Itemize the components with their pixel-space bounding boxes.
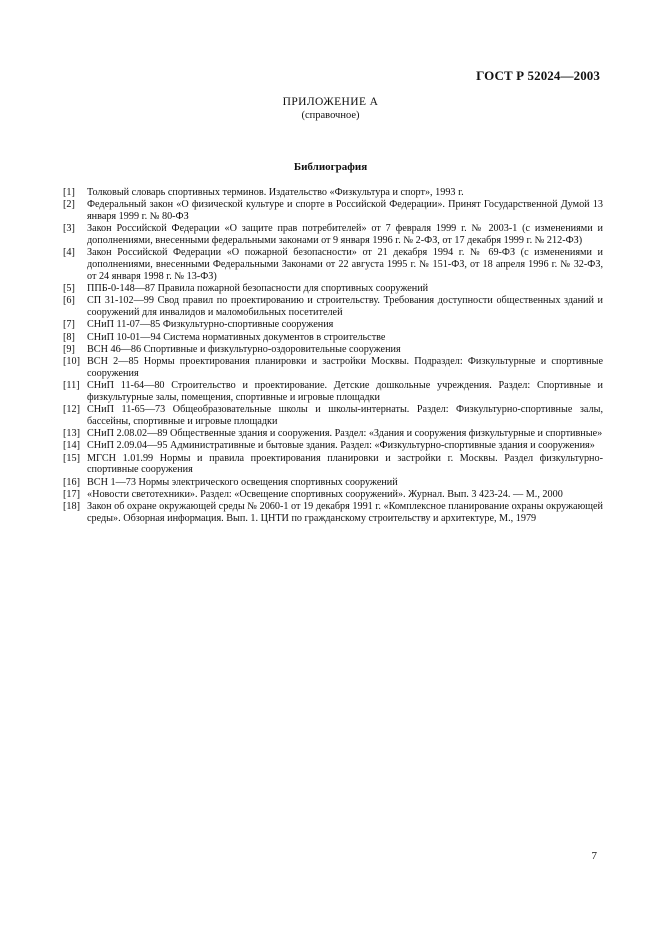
appendix-title: ПРИЛОЖЕНИЕ А — [282, 96, 379, 108]
bibliography-entry-number: [13] — [63, 428, 80, 440]
bibliography-entry — [63, 380, 603, 403]
bibliography-entry-number: [6] — [63, 295, 75, 307]
bibliography-entry-text: СНиП 11-65—73 Общеобразовательные школы и школы-интернаты. Раздел: Физкультурно-спортивные залы, бассейны, спортивные и игровые площадки — [87, 404, 603, 427]
bibliography-entry-text: СП 31-102—99 Свод правил по проектированию и строительству. Требования доступности общественных зданий и сооружений для инвалидов и маломобильных посетителей — [87, 295, 603, 318]
bibliography-entry-text: СНиП 2.08.02—89 Общественные здания и сооружения. Раздел: «Здания и сооружения физкультурные и спортивные» — [87, 428, 603, 440]
bibliography-entry-text: Федеральный закон «О физической культуре и спорте в Российской Федерации». Принят Государственной Думой 13 января 1999 г. № 80-ФЗ — [87, 199, 603, 222]
bibliography-entry — [63, 477, 603, 489]
bibliography-entry-text: МГСН 1.01.99 Нормы и правила проектирования планировки и застройки г. Москвы. Раздел физкультурно-спортивные сооружения — [87, 452, 603, 476]
standard-number: ГОСТ Р 52024—2003 — [476, 68, 600, 83]
appendix-subtitle: (справочное) — [301, 110, 360, 121]
bibliography-entry-text: ВСН 1—73 Нормы электрического освещения спортивных сооружений — [87, 476, 398, 488]
bibliography-heading: Библиография — [293, 161, 368, 173]
page-number: 7 — [591, 850, 597, 862]
bibliography-entry-number: [11] — [63, 380, 80, 392]
bibliography-entry-number: [16] — [63, 476, 80, 488]
bibliography-entry-number: [15] — [63, 452, 80, 464]
bibliography-entry-number: [18] — [63, 501, 80, 513]
bibliography-entry — [63, 295, 603, 318]
bibliography-entry — [63, 501, 603, 524]
bibliography-entry-number: [10] — [63, 356, 80, 368]
bibliography-entry — [63, 453, 603, 476]
bibliography-entry — [63, 332, 603, 344]
bibliography-entry-text: Закон Российской Федерации «О пожарной безопасности» от 21 декабря 1994 г. № 69-ФЗ (с изменениями и дополнениями, внесенными Федеральными Законами от 22 августа 1995 г. № 151-ФЗ, от 18 апреля 1996 г. № 32-ФЗ, от 24 января 1998 г. № 13-ФЗ) — [87, 247, 603, 282]
bibliography-entry-number: [8] — [63, 331, 75, 343]
bibliography-entry — [63, 187, 603, 199]
bibliography-entry — [63, 404, 603, 427]
bibliography-entry-text: СНиП 10-01—94 Система нормативных документов в строительстве — [87, 331, 386, 343]
bibliography-entry-number: [5] — [63, 283, 75, 294]
bibliography-entry — [63, 356, 603, 379]
bibliography-entry-text: Толковый словарь спортивных терминов. Издательство «Физкультура и спорт», 1993 г. — [87, 187, 464, 198]
bibliography-entry-text: Закон об охране окружающей среды № 2060-1 от 19 декабря 1991 г. «Комплексное планирование охраны окружающей среды». Обзорная информация. Вып. 1. ЦНТИ по гражданскому строительству и архитектуре, М., 1979 — [87, 501, 603, 525]
bibliography-entry-text: «Новости светотехники». Раздел: «Освещение спортивных сооружений». Журнал. Вып. 3 423-24. — М., 2000 — [87, 489, 563, 501]
bibliography-entry — [63, 223, 603, 246]
bibliography-entry-text: СНиП 11-64—80 Строительство и проектирование. Детские дошкольные учреждения. Раздел: Спортивные и физкультурные залы, помещения, спортивные и игровые площадки — [87, 380, 603, 403]
bibliography-entry — [63, 319, 603, 331]
bibliography-entry-number: [2] — [63, 199, 75, 211]
bibliography-entry-text: ППБ-0-148—87 Правила пожарной безопасности для спортивных сооружений — [87, 283, 429, 294]
bibliography-entry — [63, 428, 603, 440]
bibliography-entry — [63, 440, 603, 452]
bibliography-entry-number: [7] — [63, 319, 75, 331]
bibliography-entry-number: [14] — [63, 440, 80, 452]
bibliography-entry-text: СНиП 11-07—85 Физкультурно-спортивные сооружения — [87, 319, 334, 331]
bibliography-entry — [63, 247, 603, 282]
bibliography-entry-text: Закон Российской Федерации «О защите прав потребителей» от 7 февраля 1999 г. № 2003-1 (с изменениями и дополнениями, внесенными федеральными законами от 9 января 1996 г. № 2-ФЗ, от 17 декабря 1999 г. № 212-ФЗ) — [87, 223, 603, 246]
bibliography-entry-number: [3] — [63, 223, 75, 235]
bibliography-entry-number: [4] — [63, 247, 75, 259]
bibliography-entry — [63, 199, 603, 222]
bibliography-entry-number: [9] — [63, 343, 75, 355]
bibliography-entry-text: ВСН 2—85 Нормы проектирования планировки и застройки Москвы. Подраздел: Физкультурные и спортивные сооружения — [87, 356, 603, 379]
bibliography-entry-text: СНиП 2.09.04—95 Административные и бытовые здания. Раздел: «Физкультурно-спортивные здания и сооружения» — [87, 440, 595, 452]
bibliography-entry — [63, 283, 603, 295]
bibliography-entry-text: ВСН 46—86 Спортивные и физкультурно-оздоровительные сооружения — [87, 343, 401, 355]
bibliography-entry-number: [1] — [63, 187, 75, 198]
bibliography-entry-number: [12] — [63, 404, 80, 416]
bibliography-entry — [63, 344, 603, 356]
bibliography-list — [63, 187, 603, 525]
bibliography-entry — [63, 489, 603, 501]
bibliography-entry-number: [17] — [63, 489, 80, 501]
